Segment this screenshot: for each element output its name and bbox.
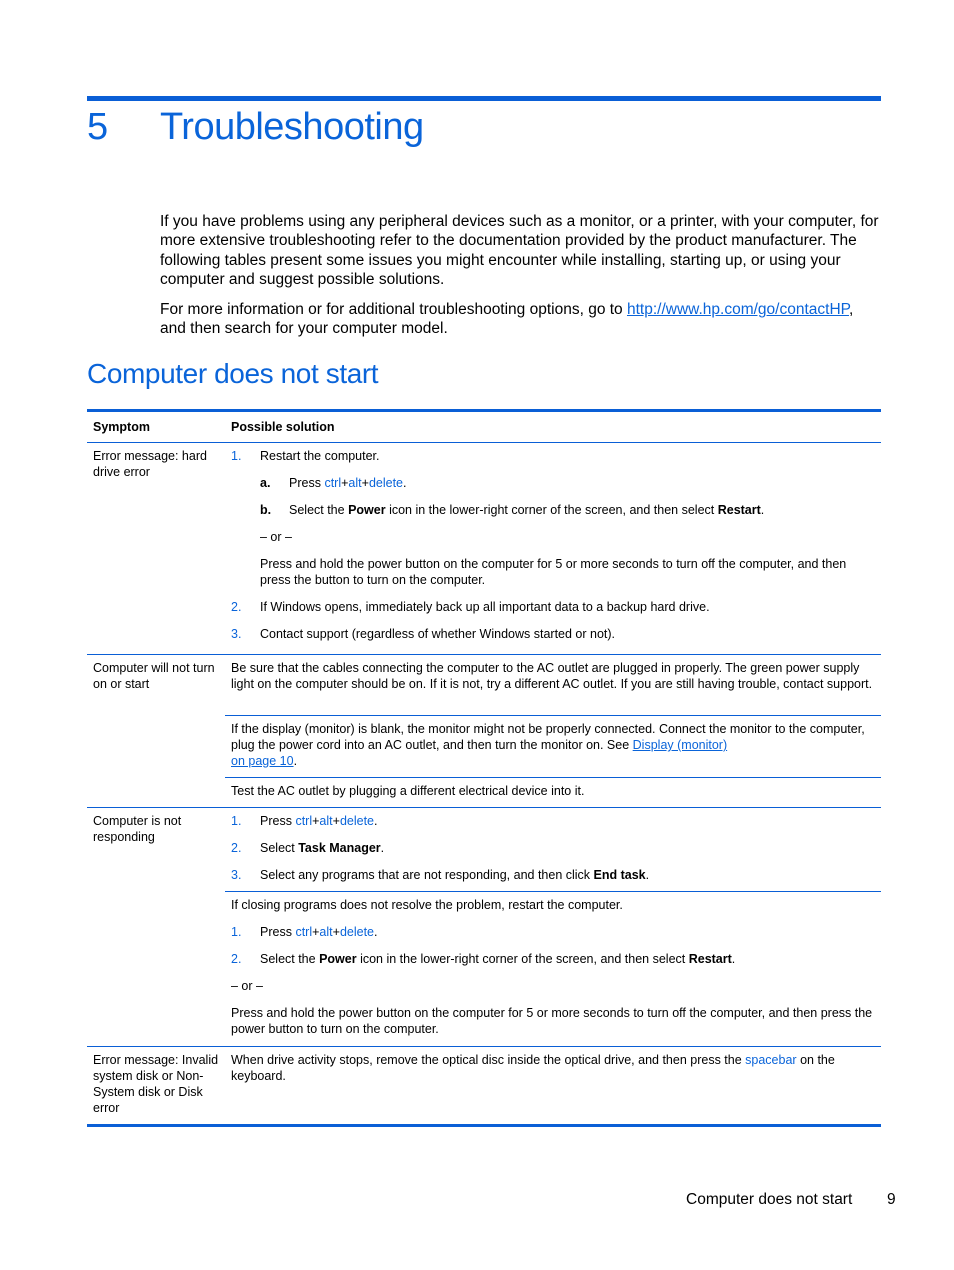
list-item <box>231 448 875 464</box>
table-row <box>87 1047 881 1125</box>
intro-p2-tail: , and then search for your computer model. <box>160 301 854 338</box>
sub-step-text: Press ctrl+alt+delete. <box>289 476 407 490</box>
solution-block: Be sure that the cables connecting the computer to the AC outlet are plugged in properly. The green power supply light on the computer should be on. If it is not, try a different AC outlet. If you are still having trouble, contact support. <box>231 661 873 691</box>
contact-hp-link[interactable]: http://www.hp.com/go/contactHP <box>626 301 849 319</box>
symptom-cell: Computer is not responding <box>93 814 182 844</box>
step-number: 1. <box>231 925 242 939</box>
page-number: 9 <box>887 1191 896 1208</box>
ctrl-key: ctrl <box>324 476 342 490</box>
step-number: 1. <box>231 449 242 463</box>
footer-section-name: Computer does not start <box>686 1191 853 1208</box>
solution-cell <box>225 443 881 654</box>
solution-block: If the display (monitor) is blank, the monitor might not be properly connected. Connect the monitor to the computer, plug the power cord into an AC outlet, and then turn the monitor on. See Display (monitor) on page 10. <box>225 715 881 777</box>
list-item <box>231 840 875 856</box>
intro-p2-text: For more information or for additional troubleshooting options, go to <box>160 301 627 319</box>
solution-block <box>225 808 881 891</box>
step-text: Restart the computer. <box>260 449 380 463</box>
list-item <box>231 599 875 615</box>
sub-step-letter: a. <box>260 476 271 490</box>
step-number: 2. <box>231 841 242 855</box>
list-item <box>231 924 875 940</box>
sub-step <box>260 502 875 518</box>
list-item <box>231 813 875 829</box>
solution-block <box>225 891 881 1044</box>
solution-block <box>225 443 881 649</box>
chapter-title: Troubleshooting <box>160 106 424 148</box>
intro-paragraph-1: If you have problems using any peripheral devices such as a monitor, or a printer, with your computer, for more extensive troubleshooting refer to the documentation provided by the product manufacturer. The following tables present some issues you might encounter while installing, starting up, or using your computer and suggest possible solutions. <box>160 213 879 288</box>
chapter-top-rule <box>87 96 881 101</box>
or-separator: – or – <box>231 979 263 993</box>
header-solution: Possible solution <box>231 420 335 434</box>
step-text: Contact support (regardless of whether Windows started or not). <box>260 627 616 641</box>
hold-power-text: Press and hold the power button on the computer for 5 or more seconds to turn off the computer, and then press the power button to turn on the computer. <box>231 1006 873 1036</box>
table-row <box>87 655 881 808</box>
table-row <box>87 443 881 655</box>
alt-key: alt <box>348 476 362 490</box>
list-item <box>231 626 875 642</box>
delete-key: delete <box>368 476 403 490</box>
step-text: Press ctrl+alt+delete. <box>260 814 378 828</box>
symptom-cell: Error message: hard drive error <box>93 449 207 479</box>
sub-step-letter: b. <box>260 503 272 517</box>
step-text: Select Task Manager. <box>260 841 385 855</box>
step-number: 1. <box>231 814 242 828</box>
display-monitor-link[interactable]: Display (monitor) <box>632 738 728 752</box>
step-text: Press ctrl+alt+delete. <box>260 925 378 939</box>
list-item <box>231 867 875 883</box>
solution-block: When drive activity stops, remove the optical disc inside the optical drive, and then press the spacebar on the keyboard. <box>231 1053 835 1083</box>
step-text: Select any programs that are not responding, and then click End task. <box>260 868 650 882</box>
display-text: If the display (monitor) is blank, the monitor might not be properly connected. Connect the monitor to the computer, plug the power cord into an AC outlet, and then turn the monitor on. See <box>231 722 865 752</box>
step-number: 2. <box>231 600 242 614</box>
or-separator: – or – <box>260 530 292 544</box>
header-symptom: Symptom <box>93 420 150 434</box>
chapter-number: 5 <box>87 106 108 148</box>
symptom-cell: Error message: Invalid system disk or Non-System disk or Disk error <box>93 1053 219 1115</box>
step-text: If Windows opens, immediately back up all important data to a backup hard drive. <box>260 600 710 614</box>
solution-cell <box>225 655 881 807</box>
intro-paragraph-2 <box>160 300 882 339</box>
page-10-link[interactable]: on page 10 <box>231 754 294 768</box>
troubleshooting-table <box>87 409 881 1127</box>
step-number: 3. <box>231 868 242 882</box>
intro-text <box>160 212 882 350</box>
step-text: Select the Power icon in the lower-right corner of the screen, and then select Restart. <box>260 952 736 966</box>
sub-step <box>260 475 875 491</box>
solution-cell <box>225 1047 881 1125</box>
restart-intro: If closing programs does not resolve the problem, restart the computer. <box>231 898 623 912</box>
step-number: 2. <box>231 952 242 966</box>
step-number: 3. <box>231 627 242 641</box>
table-row <box>87 808 881 1047</box>
solution-block: Test the AC outlet by plugging a different electrical device into it. <box>225 777 881 806</box>
hold-power-text: Press and hold the power button on the computer for 5 or more seconds to turn off the computer, and then press the button to turn on the computer. <box>260 557 847 587</box>
symptom-cell: Computer will not turn on or start <box>93 661 215 691</box>
list-item <box>231 951 875 967</box>
spacebar-key: spacebar <box>745 1053 797 1067</box>
section-title: Computer does not start <box>87 358 379 389</box>
table-header <box>87 412 881 443</box>
sub-step-text: Select the Power icon in the lower-right corner of the screen, and then select Restart. <box>289 503 765 517</box>
solution-cell <box>225 808 881 1046</box>
